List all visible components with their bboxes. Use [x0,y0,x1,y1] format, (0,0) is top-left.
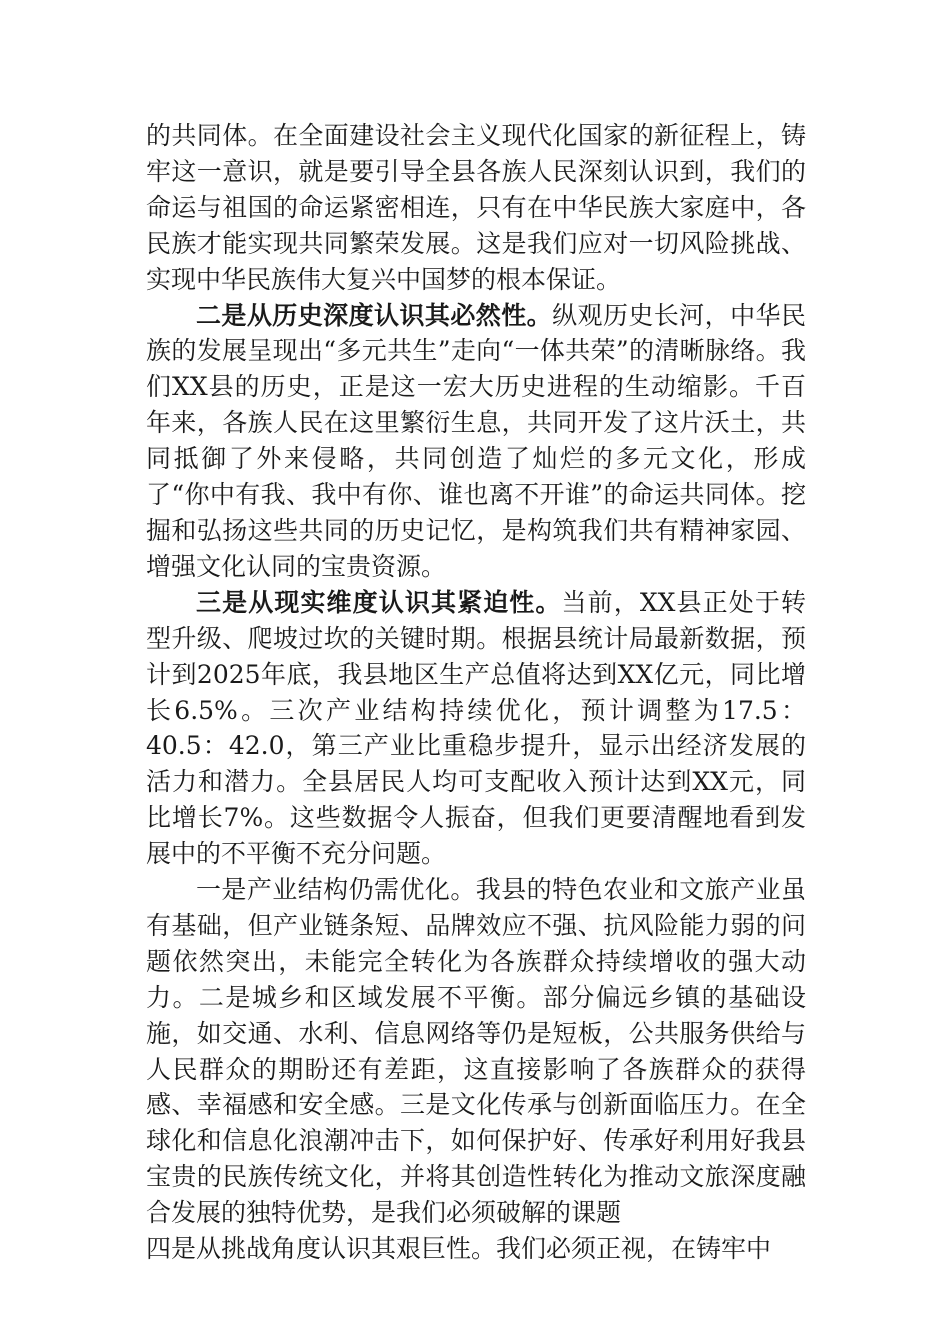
paragraph-challenges [146,1231,806,1267]
paragraph-historical-depth [146,298,806,585]
paragraph-text: 四是从挑战角度认识其艰巨性。我们必须正视，在铸牢中 [146,1234,772,1264]
paragraph-reality-dimension [146,585,806,872]
paragraph-text: 一是产业结构仍需优化。我县的特色农业和文旅产业虽有基础，但产业链条短、品牌效应不强、抗风险能力弱的问题依然突出，未能完全转化为各族群众持续增收的强大动力。二是城乡和区域发展不平衡。部分偏远乡镇的基础设施，如交通、水利、信息网络等仍是短板，公共服务供给与人民群众的期盼还有差距，这直接影响了各族群众的获得感、幸福感和安全感。三是文化传承与创新面临压力。在全球化和信息化浪潮冲击下，如何保护好、传承好利用好我县宝贵的民族传统文化，并将其创造性转化为推动文旅深度融合发展的独特优势，是我们必须破解的课题 [146,875,806,1228]
paragraph-text: 纵观历史长河，中华民族的发展呈现出“多元共生”走向“一体共荣”的清晰脉络。我们XX县的历史，正是这一宏大历史进程的生动缩影。千百年来，各族人民在这里繁衍生息，共同开发了这片沃土，共同抵御了外来侵略，共同创造了灿烂的多元文化，形成了“你中有我、我中有你、谁也离不开谁”的命运共同体。挖掘和弘扬这些共同的历史记忆，是构筑我们共有精神家园、增强文化认同的宝贵资源。 [146,300,806,581]
paragraph-problems [146,872,806,1231]
paragraph-text: 的共同体。在全面建设社会主义现代化国家的新征程上，铸牢这一意识，就是要引导全县各族人民深刻认识到，我们的命运与祖国的命运紧密相连，只有在中华民族大家庭中，各民族才能实现共同繁荣发展。这是我们应对一切风险挑战、实现中华民族伟大复兴中国梦的根本保证。 [146,121,806,294]
document-page [146,118,806,1267]
paragraph-text: 当前，XX县正处于转型升级、爬坡过坎的关键时期。根据县统计局最新数据，预计到2025年底，我县地区生产总值将达到XX亿元，同比增长6.5%。三次产业结构持续优化，预计调整为17.5：40.5：42.0，第三产业比重稳步提升，显示出经济发展的活力和潜力。全县居民人均可支配收入预计达到XX元，同比增长7%。这些数据令人振奋，但我们更要清醒地看到发展中的不平衡不充分问题。 [146,587,806,869]
paragraph-heading: 二是从历史深度认识其必然性。 [196,300,553,330]
paragraph-heading: 三是从现实维度认识其紧迫性。 [196,587,562,617]
paragraph-continuation [146,118,806,298]
